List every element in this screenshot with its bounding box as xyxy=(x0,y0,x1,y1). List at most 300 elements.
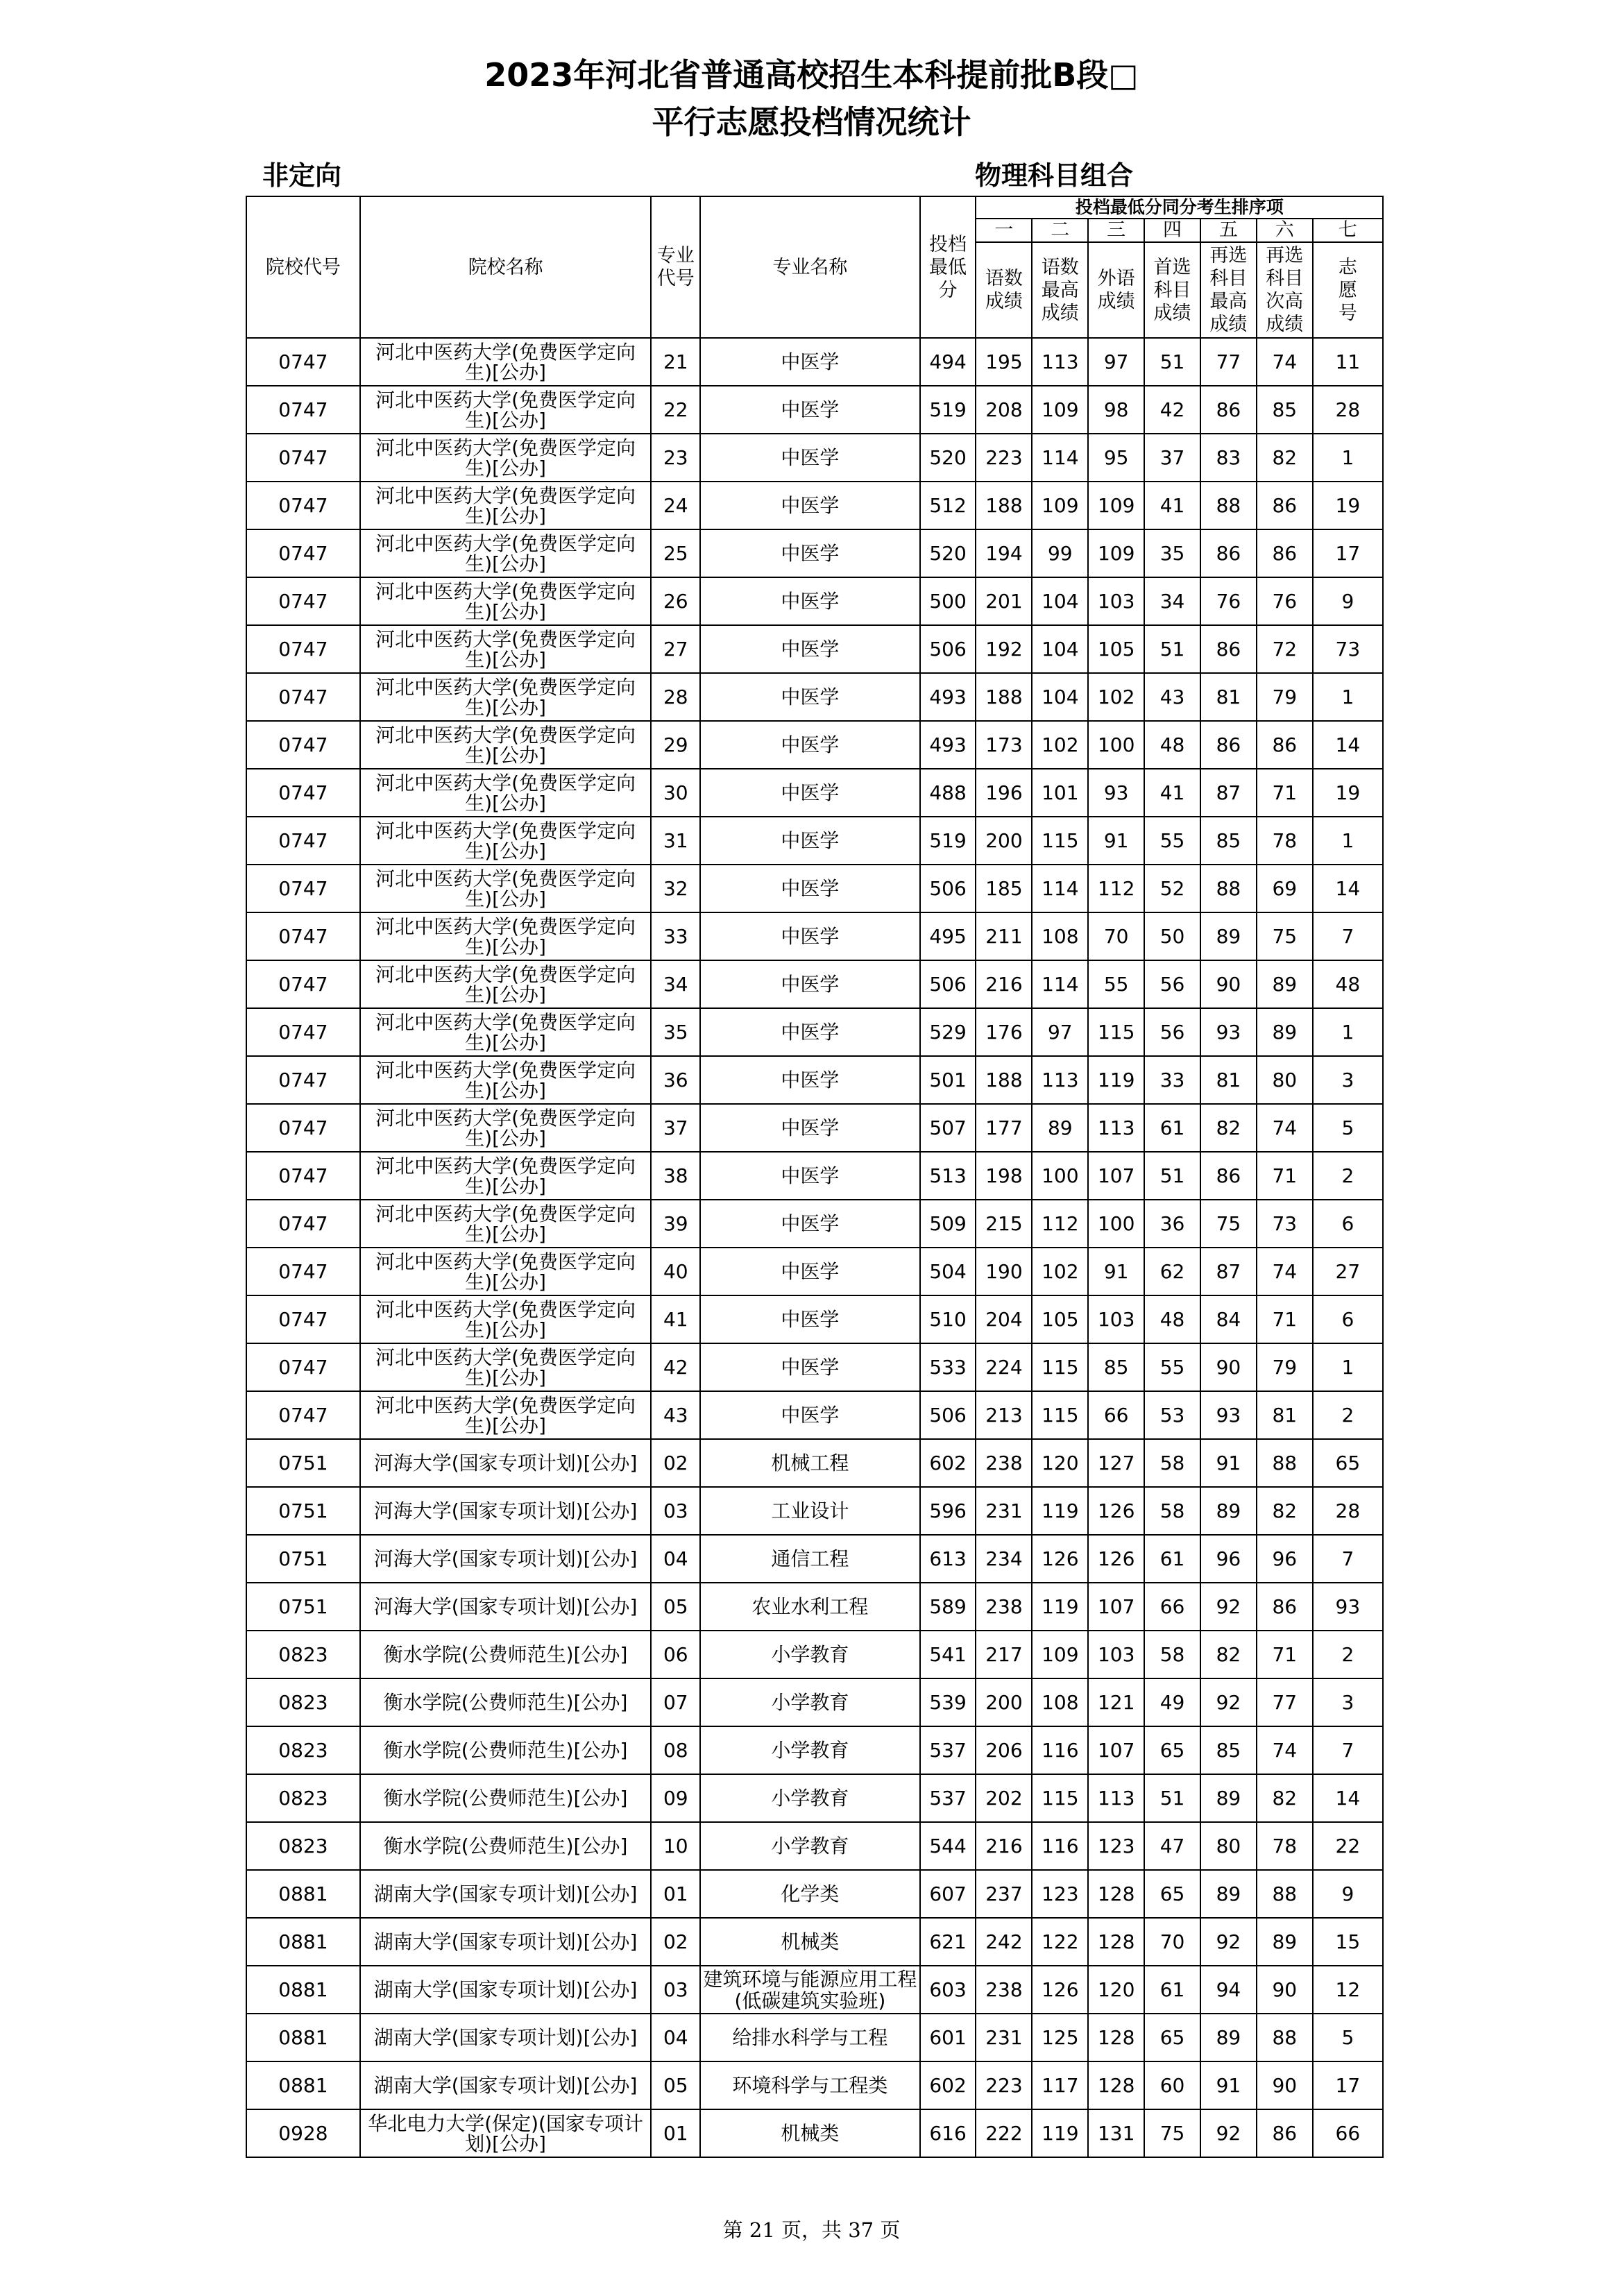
tie-value-cell: 3 xyxy=(1313,1678,1383,1726)
school-name-cell: 湖南大学(国家专项计划)[公办] xyxy=(360,2061,652,2109)
major-code-cell: 40 xyxy=(651,1248,700,1295)
tie-value-cell: 71 xyxy=(1257,769,1313,817)
school-code-cell: 0747 xyxy=(246,1152,360,1200)
table-header xyxy=(246,196,1383,338)
tie-value-cell: 231 xyxy=(976,2014,1032,2061)
min-score-cell: 520 xyxy=(920,434,976,482)
major-name-cell: 中医学 xyxy=(700,912,919,960)
tie-value-cell: 117 xyxy=(1032,2061,1088,2109)
tie-value-cell: 91 xyxy=(1200,2061,1257,2109)
table-row xyxy=(246,1678,1383,1726)
major-name-cell: 小学教育 xyxy=(700,1631,919,1678)
tie-value-cell: 69 xyxy=(1257,865,1313,912)
tie-value-cell: 74 xyxy=(1257,1248,1313,1295)
tie-value-cell: 89 xyxy=(1257,960,1313,1008)
school-code-cell: 0747 xyxy=(246,338,360,386)
tie-value-cell: 131 xyxy=(1088,2109,1144,2157)
tie-value-cell: 128 xyxy=(1088,2014,1144,2061)
tie-value-cell: 70 xyxy=(1144,1918,1200,1966)
tie-value-cell: 85 xyxy=(1200,1726,1257,1774)
tie-value-cell: 123 xyxy=(1032,1870,1088,1918)
tie-value-cell: 113 xyxy=(1088,1104,1144,1152)
tie-value-cell: 9 xyxy=(1313,577,1383,625)
school-code-cell: 0747 xyxy=(246,482,360,529)
header-tie-number: 四 xyxy=(1144,219,1200,242)
min-score-cell: 506 xyxy=(920,1391,976,1439)
tie-value-cell: 89 xyxy=(1257,1918,1313,1966)
header-tie-item-label: 语数最高成绩 xyxy=(1041,256,1079,324)
major-name-cell: 农业水利工程 xyxy=(700,1583,919,1631)
school-name-cell: 河北中医药大学(免费医学定向生)[公办] xyxy=(360,625,652,673)
min-score-cell: 616 xyxy=(920,2109,976,2157)
tie-value-cell: 65 xyxy=(1144,1726,1200,1774)
school-code-cell: 0747 xyxy=(246,1056,360,1104)
tie-value-cell: 104 xyxy=(1032,577,1088,625)
header-school-name: 院校名称 xyxy=(360,196,652,338)
page-footer: 第 21 页，共 37 页 xyxy=(722,2218,901,2242)
tie-value-cell: 222 xyxy=(976,2109,1032,2157)
tie-value-cell: 185 xyxy=(976,865,1032,912)
school-code-cell: 0747 xyxy=(246,434,360,482)
subject-group-label: 物理科目组合 xyxy=(975,160,1134,191)
tie-value-cell: 100 xyxy=(1088,721,1144,769)
school-name-cell: 河北中医药大学(免费医学定向生)[公办] xyxy=(360,1391,652,1439)
tie-value-cell: 81 xyxy=(1200,673,1257,721)
school-name-cell: 河北中医药大学(免费医学定向生)[公办] xyxy=(360,817,652,865)
tie-value-cell: 114 xyxy=(1032,865,1088,912)
tie-value-cell: 194 xyxy=(976,529,1032,577)
table-row xyxy=(246,1726,1383,1774)
tie-value-cell: 86 xyxy=(1200,721,1257,769)
school-name-cell: 河海大学(国家专项计划)[公办] xyxy=(360,1487,652,1535)
tie-value-cell: 112 xyxy=(1088,865,1144,912)
tie-value-cell: 74 xyxy=(1257,1104,1313,1152)
school-name-cell: 湖南大学(国家专项计划)[公办] xyxy=(360,1870,652,1918)
tie-value-cell: 126 xyxy=(1032,1966,1088,2014)
header-tie-item xyxy=(1257,242,1313,338)
min-score-cell: 504 xyxy=(920,1248,976,1295)
tie-value-cell: 200 xyxy=(976,817,1032,865)
header-min-score: 投档最低分 xyxy=(920,196,976,338)
table-row xyxy=(246,1535,1383,1583)
major-name-cell: 中医学 xyxy=(700,434,919,482)
tie-value-cell: 7 xyxy=(1313,912,1383,960)
min-score-cell: 493 xyxy=(920,721,976,769)
tie-value-cell: 114 xyxy=(1032,960,1088,1008)
tie-value-cell: 41 xyxy=(1144,482,1200,529)
tie-value-cell: 17 xyxy=(1313,2061,1383,2109)
school-name-cell: 河北中医药大学(免费医学定向生)[公办] xyxy=(360,1343,652,1391)
table-row xyxy=(246,1056,1383,1104)
tie-value-cell: 95 xyxy=(1088,434,1144,482)
tie-value-cell: 76 xyxy=(1257,577,1313,625)
tie-value-cell: 115 xyxy=(1032,1774,1088,1822)
tie-value-cell: 96 xyxy=(1257,1535,1313,1583)
school-name-cell: 河北中医药大学(免费医学定向生)[公办] xyxy=(360,673,652,721)
tie-value-cell: 109 xyxy=(1032,1631,1088,1678)
tie-value-cell: 82 xyxy=(1200,1631,1257,1678)
tie-value-cell: 88 xyxy=(1257,1439,1313,1487)
tie-value-cell: 216 xyxy=(976,1822,1032,1870)
tie-value-cell: 89 xyxy=(1257,1008,1313,1056)
tie-value-cell: 204 xyxy=(976,1295,1032,1343)
school-name-cell: 河北中医药大学(免费医学定向生)[公办] xyxy=(360,912,652,960)
tie-value-cell: 81 xyxy=(1257,1391,1313,1439)
tie-value-cell: 11 xyxy=(1313,338,1383,386)
major-code-cell: 21 xyxy=(651,338,700,386)
tie-value-cell: 109 xyxy=(1088,529,1144,577)
tie-value-cell: 238 xyxy=(976,1583,1032,1631)
tie-value-cell: 1 xyxy=(1313,434,1383,482)
tie-value-cell: 49 xyxy=(1144,1678,1200,1726)
major-code-cell: 36 xyxy=(651,1056,700,1104)
tie-value-cell: 122 xyxy=(1032,1918,1088,1966)
min-score-cell: 519 xyxy=(920,817,976,865)
min-score-cell: 589 xyxy=(920,1583,976,1631)
tie-value-cell: 48 xyxy=(1144,1295,1200,1343)
tie-value-cell: 82 xyxy=(1257,434,1313,482)
header-tie-number: 一 xyxy=(976,219,1032,242)
tie-value-cell: 14 xyxy=(1313,865,1383,912)
tie-value-cell: 15 xyxy=(1313,1918,1383,1966)
school-name-cell: 河北中医药大学(免费医学定向生)[公办] xyxy=(360,721,652,769)
school-name-cell: 河北中医药大学(免费医学定向生)[公办] xyxy=(360,577,652,625)
tie-value-cell: 107 xyxy=(1088,1726,1144,1774)
table-row xyxy=(246,1200,1383,1248)
major-code-cell: 01 xyxy=(651,1870,700,1918)
school-code-cell: 0881 xyxy=(246,1966,360,2014)
header-tie-item-label: 语数成绩 xyxy=(985,268,1023,312)
major-name-cell: 建筑环境与能源应用工程(低碳建筑实验班) xyxy=(700,1966,919,2014)
tie-value-cell: 198 xyxy=(976,1152,1032,1200)
tie-value-cell: 120 xyxy=(1088,1966,1144,2014)
major-code-cell: 06 xyxy=(651,1631,700,1678)
min-score-cell: 621 xyxy=(920,1918,976,1966)
major-name-cell: 小学教育 xyxy=(700,1726,919,1774)
major-name-cell: 中医学 xyxy=(700,769,919,817)
tie-value-cell: 113 xyxy=(1032,338,1088,386)
tie-value-cell: 65 xyxy=(1313,1439,1383,1487)
table-row xyxy=(246,769,1383,817)
tie-value-cell: 9 xyxy=(1313,1870,1383,1918)
tie-value-cell: 43 xyxy=(1144,673,1200,721)
header-tie-item-label: 再选科目最高成绩 xyxy=(1209,245,1248,335)
major-name-cell: 化学类 xyxy=(700,1870,919,1918)
school-name-cell: 河北中医药大学(免费医学定向生)[公办] xyxy=(360,338,652,386)
tie-value-cell: 86 xyxy=(1257,482,1313,529)
table-row xyxy=(246,1631,1383,1678)
school-name-cell: 华北电力大学(保定)(国家专项计划)[公办] xyxy=(360,2109,652,2157)
tie-value-cell: 104 xyxy=(1032,625,1088,673)
table-row xyxy=(246,1487,1383,1535)
tie-value-cell: 116 xyxy=(1032,1726,1088,1774)
header-tie-number: 七 xyxy=(1313,219,1383,242)
header-tie-group: 投档最低分同分考生排序项 xyxy=(976,196,1383,219)
tie-value-cell: 206 xyxy=(976,1726,1032,1774)
table-row xyxy=(246,577,1383,625)
school-code-cell: 0751 xyxy=(246,1439,360,1487)
tie-value-cell: 1 xyxy=(1313,817,1383,865)
tie-value-cell: 108 xyxy=(1032,1678,1088,1726)
major-name-cell: 中医学 xyxy=(700,1248,919,1295)
min-score-cell: 512 xyxy=(920,482,976,529)
tie-value-cell: 89 xyxy=(1200,2014,1257,2061)
tie-value-cell: 89 xyxy=(1200,1870,1257,1918)
min-score-cell: 601 xyxy=(920,2014,976,2061)
header-tie-item-label: 志愿号 xyxy=(1338,256,1357,324)
tie-value-cell: 86 xyxy=(1257,529,1313,577)
tie-value-cell: 201 xyxy=(976,577,1032,625)
tie-value-cell: 231 xyxy=(976,1487,1032,1535)
tie-value-cell: 78 xyxy=(1257,1822,1313,1870)
major-code-cell: 05 xyxy=(651,1583,700,1631)
major-name-cell: 中医学 xyxy=(700,1343,919,1391)
major-name-cell: 中医学 xyxy=(700,1104,919,1152)
header-tie-item-label: 首选科目成绩 xyxy=(1153,256,1191,324)
min-score-cell: 529 xyxy=(920,1008,976,1056)
tie-value-cell: 51 xyxy=(1144,625,1200,673)
table-row xyxy=(246,1822,1383,1870)
school-name-cell: 河北中医药大学(免费医学定向生)[公办] xyxy=(360,769,652,817)
tie-value-cell: 100 xyxy=(1088,1200,1144,1248)
tie-value-cell: 96 xyxy=(1200,1535,1257,1583)
school-name-cell: 河北中医药大学(免费医学定向生)[公办] xyxy=(360,1200,652,1248)
tie-value-cell: 87 xyxy=(1200,1248,1257,1295)
tie-value-cell: 105 xyxy=(1088,625,1144,673)
min-score-cell: 507 xyxy=(920,1104,976,1152)
major-name-cell: 小学教育 xyxy=(700,1774,919,1822)
school-code-cell: 0747 xyxy=(246,1391,360,1439)
tie-value-cell: 115 xyxy=(1088,1008,1144,1056)
min-score-cell: 539 xyxy=(920,1678,976,1726)
page-title: 2023年河北省普通高校招生本科提前批B段□ xyxy=(484,56,1139,94)
major-name-cell: 小学教育 xyxy=(700,1822,919,1870)
tie-value-cell: 6 xyxy=(1313,1200,1383,1248)
tie-value-cell: 86 xyxy=(1257,2109,1313,2157)
major-code-cell: 41 xyxy=(651,1295,700,1343)
major-name-cell: 中医学 xyxy=(700,1391,919,1439)
tie-value-cell: 58 xyxy=(1144,1631,1200,1678)
major-name-cell: 中医学 xyxy=(700,1295,919,1343)
tie-value-cell: 90 xyxy=(1257,2061,1313,2109)
school-code-cell: 0747 xyxy=(246,577,360,625)
major-code-cell: 30 xyxy=(651,769,700,817)
tie-value-cell: 113 xyxy=(1032,1056,1088,1104)
tie-value-cell: 127 xyxy=(1088,1439,1144,1487)
major-name-cell: 机械工程 xyxy=(700,1439,919,1487)
tie-value-cell: 71 xyxy=(1257,1152,1313,1200)
tie-value-cell: 94 xyxy=(1200,1966,1257,2014)
tie-value-cell: 82 xyxy=(1200,1104,1257,1152)
min-score-cell: 493 xyxy=(920,673,976,721)
tie-value-cell: 173 xyxy=(976,721,1032,769)
tie-value-cell: 19 xyxy=(1313,769,1383,817)
min-score-cell: 603 xyxy=(920,1966,976,2014)
school-name-cell: 河北中医药大学(免费医学定向生)[公办] xyxy=(360,1248,652,1295)
school-code-cell: 0747 xyxy=(246,721,360,769)
tie-value-cell: 109 xyxy=(1032,386,1088,434)
table-row xyxy=(246,1583,1383,1631)
school-code-cell: 0747 xyxy=(246,673,360,721)
school-code-cell: 0747 xyxy=(246,386,360,434)
major-name-cell: 中医学 xyxy=(700,865,919,912)
school-name-cell: 河海大学(国家专项计划)[公办] xyxy=(360,1583,652,1631)
major-name-cell: 中医学 xyxy=(700,817,919,865)
tie-value-cell: 107 xyxy=(1088,1583,1144,1631)
tie-value-cell: 91 xyxy=(1088,817,1144,865)
major-name-cell: 中医学 xyxy=(700,338,919,386)
school-code-cell: 0747 xyxy=(246,769,360,817)
tie-value-cell: 71 xyxy=(1257,1295,1313,1343)
school-name-cell: 河北中医药大学(免费医学定向生)[公办] xyxy=(360,482,652,529)
tie-value-cell: 14 xyxy=(1313,721,1383,769)
tie-value-cell: 237 xyxy=(976,1870,1032,1918)
tie-value-cell: 93 xyxy=(1088,769,1144,817)
tie-value-cell: 5 xyxy=(1313,2014,1383,2061)
major-name-cell: 中医学 xyxy=(700,577,919,625)
tie-value-cell: 33 xyxy=(1144,1056,1200,1104)
tie-value-cell: 82 xyxy=(1257,1487,1313,1535)
major-name-cell: 中医学 xyxy=(700,482,919,529)
table-row xyxy=(246,1439,1383,1487)
tie-value-cell: 6 xyxy=(1313,1295,1383,1343)
school-name-cell: 河北中医药大学(免费医学定向生)[公办] xyxy=(360,434,652,482)
table-row xyxy=(246,386,1383,434)
major-name-cell: 中医学 xyxy=(700,960,919,1008)
tie-value-cell: 1 xyxy=(1313,673,1383,721)
major-code-cell: 08 xyxy=(651,1726,700,1774)
school-name-cell: 河北中医药大学(免费医学定向生)[公办] xyxy=(360,1104,652,1152)
tie-value-cell: 61 xyxy=(1144,1966,1200,2014)
table-row xyxy=(246,2014,1383,2061)
tie-value-cell: 48 xyxy=(1313,960,1383,1008)
major-code-cell: 10 xyxy=(651,1822,700,1870)
major-code-cell: 37 xyxy=(651,1104,700,1152)
tie-value-cell: 90 xyxy=(1257,1966,1313,2014)
tie-value-cell: 2 xyxy=(1313,1391,1383,1439)
tie-value-cell: 234 xyxy=(976,1535,1032,1583)
min-score-cell: 501 xyxy=(920,1056,976,1104)
school-code-cell: 0747 xyxy=(246,1104,360,1152)
table-row xyxy=(246,1248,1383,1295)
tie-value-cell: 61 xyxy=(1144,1535,1200,1583)
school-code-cell: 0823 xyxy=(246,1726,360,1774)
table-row xyxy=(246,1391,1383,1439)
tie-value-cell: 73 xyxy=(1313,625,1383,673)
school-name-cell: 衡水学院(公费师范生)[公办] xyxy=(360,1631,652,1678)
tie-value-cell: 79 xyxy=(1257,1343,1313,1391)
table-row xyxy=(246,960,1383,1008)
school-code-cell: 0751 xyxy=(246,1535,360,1583)
table-row xyxy=(246,1008,1383,1056)
header-tie-item xyxy=(1032,242,1088,338)
tie-value-cell: 223 xyxy=(976,2061,1032,2109)
tie-value-cell: 92 xyxy=(1200,1918,1257,1966)
min-score-cell: 488 xyxy=(920,769,976,817)
major-name-cell: 通信工程 xyxy=(700,1535,919,1583)
tie-value-cell: 113 xyxy=(1088,1774,1144,1822)
major-code-cell: 03 xyxy=(651,1966,700,2014)
table-row xyxy=(246,2061,1383,2109)
tie-value-cell: 28 xyxy=(1313,1487,1383,1535)
school-code-cell: 0881 xyxy=(246,1918,360,1966)
school-code-cell: 0747 xyxy=(246,865,360,912)
min-score-cell: 495 xyxy=(920,912,976,960)
tie-value-cell: 28 xyxy=(1313,386,1383,434)
tie-value-cell: 109 xyxy=(1032,482,1088,529)
min-score-cell: 602 xyxy=(920,2061,976,2109)
min-score-cell: 500 xyxy=(920,577,976,625)
major-code-cell: 24 xyxy=(651,482,700,529)
tie-value-cell: 125 xyxy=(1032,2014,1088,2061)
min-score-cell: 596 xyxy=(920,1487,976,1535)
major-code-cell: 02 xyxy=(651,1918,700,1966)
tie-value-cell: 77 xyxy=(1200,338,1257,386)
tie-value-cell: 76 xyxy=(1200,577,1257,625)
major-name-cell: 中医学 xyxy=(700,1008,919,1056)
tie-value-cell: 128 xyxy=(1088,1870,1144,1918)
tie-value-cell: 238 xyxy=(976,1966,1032,2014)
table-row xyxy=(246,721,1383,769)
major-code-cell: 02 xyxy=(651,1439,700,1487)
tie-value-cell: 98 xyxy=(1088,386,1144,434)
tie-value-cell: 19 xyxy=(1313,482,1383,529)
major-name-cell: 中医学 xyxy=(700,673,919,721)
tie-value-cell: 217 xyxy=(976,1631,1032,1678)
page-subtitle: 平行志愿投档情况统计 xyxy=(652,103,971,141)
tie-value-cell: 211 xyxy=(976,912,1032,960)
tie-value-cell: 2 xyxy=(1313,1152,1383,1200)
major-name-cell: 中医学 xyxy=(700,625,919,673)
school-code-cell: 0881 xyxy=(246,2014,360,2061)
tie-value-cell: 112 xyxy=(1032,1200,1088,1248)
tie-value-cell: 85 xyxy=(1088,1343,1144,1391)
header-tie-number: 六 xyxy=(1257,219,1313,242)
table-row xyxy=(246,1918,1383,1966)
major-name-cell: 环境科学与工程类 xyxy=(700,2061,919,2109)
min-score-cell: 519 xyxy=(920,386,976,434)
header-school-code: 院校代号 xyxy=(246,196,360,338)
major-code-cell: 42 xyxy=(651,1343,700,1391)
tie-value-cell: 102 xyxy=(1032,721,1088,769)
tie-value-cell: 86 xyxy=(1200,386,1257,434)
tie-value-cell: 89 xyxy=(1200,912,1257,960)
table-row xyxy=(246,529,1383,577)
tie-value-cell: 48 xyxy=(1144,721,1200,769)
tie-value-cell: 12 xyxy=(1313,1966,1383,2014)
tie-value-cell: 91 xyxy=(1088,1248,1144,1295)
header-tie-item xyxy=(1144,242,1200,338)
header-tie-item xyxy=(1200,242,1257,338)
tie-value-cell: 55 xyxy=(1144,1343,1200,1391)
tie-value-cell: 120 xyxy=(1032,1439,1088,1487)
tie-value-cell: 128 xyxy=(1088,2061,1144,2109)
table-row xyxy=(246,1343,1383,1391)
tie-value-cell: 1 xyxy=(1313,1008,1383,1056)
major-code-cell: 01 xyxy=(651,2109,700,2157)
tie-value-cell: 5 xyxy=(1313,1104,1383,1152)
school-code-cell: 0747 xyxy=(246,912,360,960)
major-name-cell: 中医学 xyxy=(700,529,919,577)
tie-value-cell: 208 xyxy=(976,386,1032,434)
tie-value-cell: 7 xyxy=(1313,1726,1383,1774)
tie-value-cell: 89 xyxy=(1200,1774,1257,1822)
tie-value-cell: 104 xyxy=(1032,673,1088,721)
tie-value-cell: 36 xyxy=(1144,1200,1200,1248)
school-name-cell: 河海大学(国家专项计划)[公办] xyxy=(360,1535,652,1583)
school-name-cell: 湖南大学(国家专项计划)[公办] xyxy=(360,1918,652,1966)
tie-value-cell: 72 xyxy=(1257,625,1313,673)
